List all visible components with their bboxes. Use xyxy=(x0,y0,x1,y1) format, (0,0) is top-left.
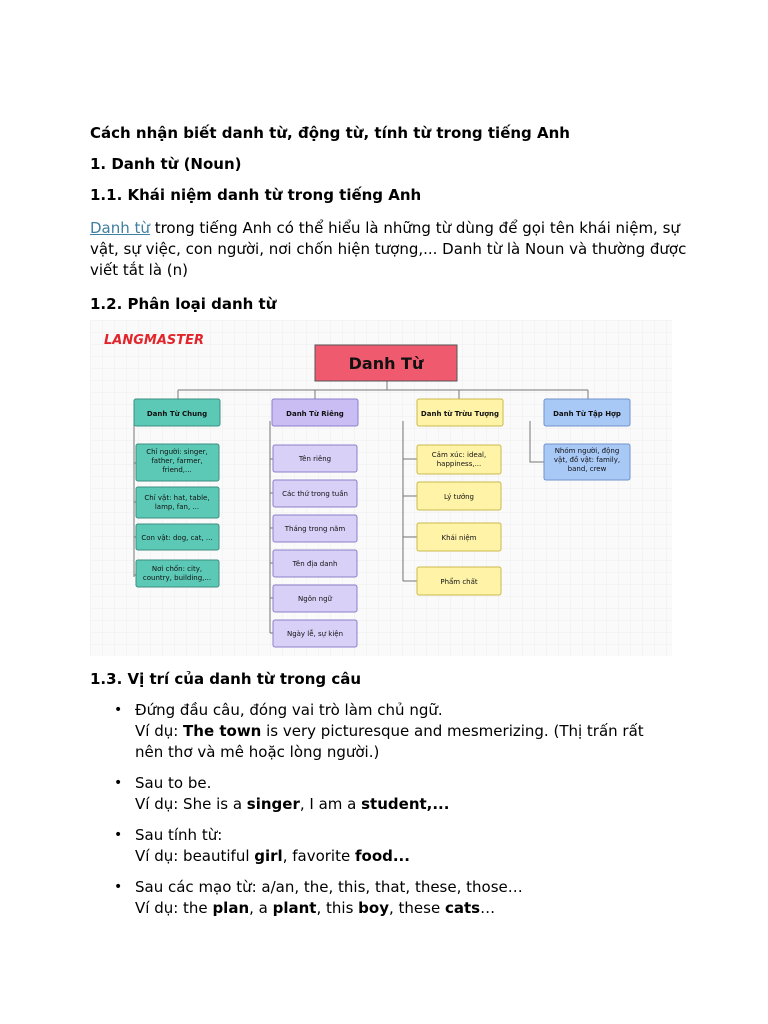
cat1-item-2-label: Chỉ vật: hat, table, lamp, fan, ... xyxy=(144,494,210,511)
list-item: • Sau tính từ: Ví dụ: beautiful girl, favorite food... xyxy=(114,826,410,865)
cat2-item-5-label: Ngôn ngữ xyxy=(298,595,332,603)
cat3-item-2-label: Lý tưởng xyxy=(444,493,474,501)
cat2-item-4-label: Tên địa danh xyxy=(292,560,338,568)
bullet-icon: • xyxy=(114,775,123,791)
list-item: • Sau to be. Ví dụ: She is a singer, I am a student,... xyxy=(114,774,450,813)
cat2-item-1-label: Tên riêng xyxy=(298,455,332,463)
cat4-title: Danh Từ Tập Hợp xyxy=(553,410,621,418)
bullet-icon: • xyxy=(114,702,123,718)
heading-noun-definition: 1.1. Khái niệm danh từ trong tiếng Anh xyxy=(90,186,422,204)
cat1-item-1-label: Chỉ người: singer, father, farmer, friend,... xyxy=(146,448,208,474)
cat2-item-2-label: Các thứ trong tuần xyxy=(282,490,348,498)
heading-noun-types: 1.2. Phân loại danh từ xyxy=(90,295,277,313)
page-title: Cách nhận biết danh từ, động từ, tính từ trong tiếng Anh xyxy=(90,124,570,142)
cat3-title: Danh từ Trừu Tượng xyxy=(420,410,500,418)
document-body xyxy=(90,122,690,315)
cat1-item-4-label: Nơi chốn: city, country, building,... xyxy=(142,565,212,582)
danh-tu-link[interactable]: Danh từ xyxy=(90,219,150,237)
heading-noun: 1. Danh từ (Noun) xyxy=(90,155,242,173)
list-item: • Đứng đầu câu, đóng vai trò làm chủ ngữ. Ví dụ: The town is very picturesque and mesmerizing. (Thị trấn rất nên thơ và mê hoặc lòng người.) xyxy=(114,701,644,761)
langmaster-logo: LANGMASTER xyxy=(104,333,205,348)
cat2-title: Danh Từ Riêng xyxy=(286,410,344,418)
heading-noun-position: 1.3. Vị trí của danh từ trong câu xyxy=(90,670,362,688)
noun-position-list xyxy=(112,700,672,929)
cat4-item-1-label: Nhóm người, động vật, đồ vật: family, band, crew xyxy=(553,447,621,473)
cat2-item-6-label: Ngày lễ, sự kiện xyxy=(286,630,344,638)
cat1-title: Danh Từ Chung xyxy=(146,410,208,418)
cat2-item-3-label: Tháng trong năm xyxy=(284,525,346,533)
cat3-item-4-label: Phẩm chất xyxy=(440,578,478,586)
cat3-item-3-label: Khái niệm xyxy=(441,534,477,542)
list-item: • Sau các mạo từ: a/an, the, this, that, these, those… Ví dụ: the plan, a plant, this boy, these cats… xyxy=(114,878,523,917)
noun-classification-diagram xyxy=(90,320,672,656)
bullet-icon: • xyxy=(114,879,123,895)
bullet-icon: • xyxy=(114,827,123,843)
definition-text: trong tiếng Anh có thể hiểu là những từ dùng để gọi tên khái niệm, sự vật, sự việc, con người, nơi chốn hiện tượng,... Danh từ là Noun và thường được viết tắt là (n) xyxy=(90,219,687,279)
root-node-label: Danh Từ xyxy=(348,354,424,373)
cat1-item-3-label: Con vật: dog, cat, ... xyxy=(141,534,213,542)
definition-paragraph xyxy=(90,218,690,281)
cat3-item-1-label: Cảm xúc: ideal, happiness,... xyxy=(431,451,487,468)
